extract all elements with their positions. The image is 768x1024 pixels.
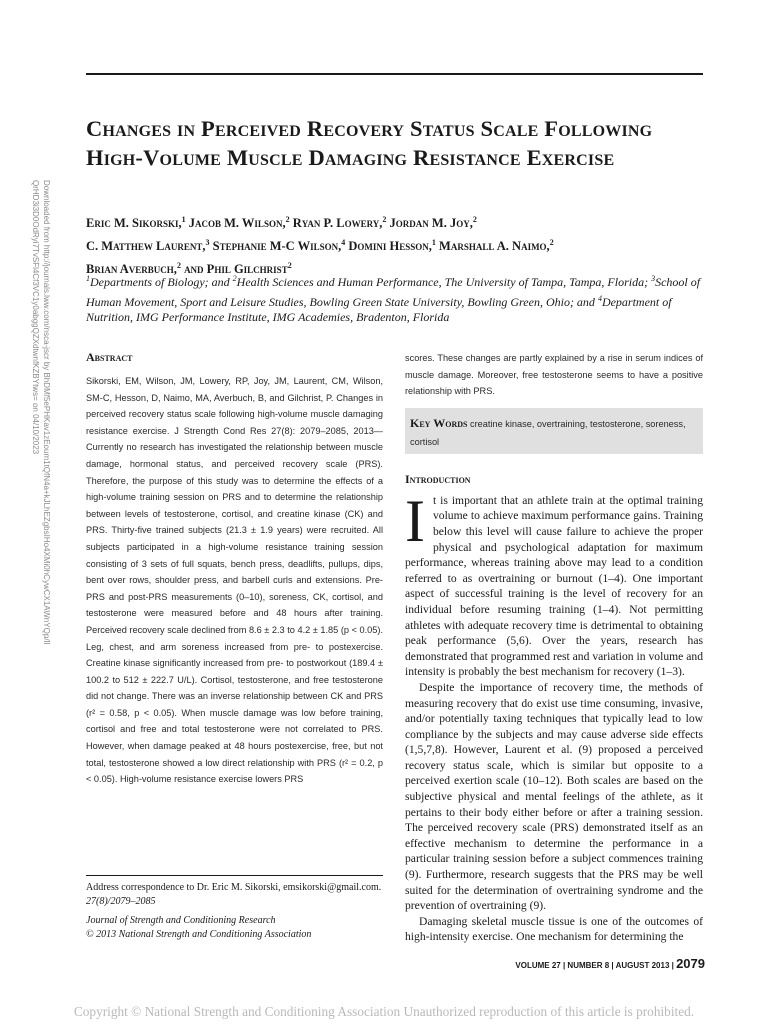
article-title: Changes in Perceived Recovery Status Scale Following High-Volume Muscle Damaging Resistance Exercise [86,116,653,170]
author: and Phil Gilchrist$^2$ [180,261,292,277]
keywords-text: creatine kinase, overtraining, testosterone, soreness, cortisol [410,418,686,447]
author-list [86,210,706,279]
page-footer: VOLUME 27 | NUMBER 8 | AUGUST 2013 | 2079 [515,956,705,971]
issue-number: NUMBER 8 [567,961,610,970]
left-column [86,350,383,788]
author: Domini Hesson,$^1$ [345,238,436,254]
drop-cap: I [405,487,425,554]
right-column [405,350,703,945]
download-notice: Downloaded from http://journals.lww.com/nsca-jscr by BhDMf5ePHKav1zEoum1tQfN4a+kJLhEZgbsIHo4XMi0hCywCX1AWnYQp/IlQrHD3i3D0OdRyi7TvSFl4Cf3VC1y0abggQZXdtwnfKZBYtws= on 04/10/2023 [31,180,51,645]
footnote [86,881,386,941]
keywords-box [405,408,703,454]
keywords-label: Key Words [410,415,468,430]
author: Brian Averbuch,$^2$ [86,261,181,277]
author: Eric M. Sikorski,$^1$ [86,215,186,231]
author: Ryan P. Lowery,$^2$ [289,215,387,231]
author: Jacob M. Wilson,$^2$ [185,215,290,231]
journal-copyright: © 2013 National Strength and Conditioning Association [86,928,312,940]
journal-name: Journal of Strength and Conditioning Research [86,915,276,926]
author: Marshall A. Naimo,$^2$ [435,238,554,254]
author: C. Matthew Laurent,$^3$ [86,238,210,254]
intro-paragraph: Damaging skeletal muscle tissue is one of the outcomes of high-intensity exercise. One mechanism for determining the [405,914,703,944]
top-rule [86,73,703,75]
author: Stephanie M-C Wilson,$^4$ [209,238,346,254]
abstract-heading: Abstract [86,350,133,364]
introduction-heading: Introduction [405,471,471,486]
correspondence: Address correspondence to Dr. Eric M. Sikorski, emsikorski@gmail.com. [86,882,382,893]
intro-paragraph: It is important that an athlete train at the optimal training volume to achieve maximum performance gains. Training below this level will cause failure to achieve the proper physical and psychological adaptation for maximum performance, whereas training above may lead to a condition referred to as overtraining or burnout (1–4). One important aspect of successful training is the level of recovery for an individual before resuming training (1–4). Not permitting athletes with adequate recovery time is detrimental to obtaining peak performance (5,6). Over the years, research has demonstrated that programmed rest and variation in volume and intensity is probably the best mechanism for recovery (1–3). [405,487,703,679]
volume: VOLUME 27 [515,961,561,970]
abstract-text: Sikorski, EM, Wilson, JM, Lowery, RP, Joy, JM, Laurent, CM, Wilson, SM-C, Hesson, D, Naimo, MA, Averbuch, B, and Gilchrist, P. Changes in perceived recovery status scale following high-volume muscle damaging resistance exercise. J Strength Cond Res 27(8): 2079–2085, 2013—Currently no research has investigated the relationship between muscle damage, hormonal status, and perceived recovery scale (PRS). Therefore, the purpose of this study was to determine the effects of a high-volume training session on PRS and to determine the relationship between levels of testosterone, cortisol, and creatine kinase (CK) and PRS. Thirty-five trained subjects (21.3 ± 1.9 years) were recruited. All subjects participated in a high-volume resistance training session consisting of 3 sets of full squats, bench press, deadlifts, pullups, dips, bent over rows, shoulder press, and barbell curls and extensions. Pre-PRS and post-PRS measurements (0–10), soreness, CK, cortisol, and testosterone were measured before and 48 hours after training. Perceived recovery scale declined from 8.6 ± 2.3 to 4.2 ± 1.85 (p < 0.05). Leg, chest, and arm soreness increased from pre- to postexercise. Creatine kinase significantly increased from pre- to postworkout (189.4 ± 100.2 to 512 ± 222.7 U/L). Cortisol, testosterone, and free testosterone did not change. There was an inverse relationship between CK and PRS (r² = 0.58, p < 0.05). When muscle damage was low before training, cortisol and free and total testosterone were not correlated to PRS. However, when damage peaked at 48 hours postexercise, free, but not total, testosterone showed a low direct relationship with PRS (r² = 0.2, p < 0.05). High-volume resistance exercise lowers PRS [86,376,383,785]
affiliations: $^1$Departments of Biology; and $^2$Health Sciences and Human Performance, The University of Tampa, Tampa, Florida; $^3$School of Human Movement, Sport and Leisure Studies, Bowling Green State University, Bowling Green, Ohio; and $^4$Department of Nutrition, IMG Performance Institute, IMG Academies, Bradenton, Florida [86,274,701,324]
author: Jordan M. Joy,$^2$ [386,215,477,231]
page-number: 2079 [676,956,705,971]
abstract-continued: scores. These changes are partly explained by a rise in serum indices of muscle damage. Moreover, free testosterone seems to have a positive relationship with PRS. [405,353,703,397]
footnote-rule [86,875,383,876]
intro-paragraph: Despite the importance of recovery time, the methods of measuring recovery that do exist use time consuming, invasive, and/or potentially taxing techniques that typically lead to low compliance by the subjects and may cause adverse side effects (1,5,7,8). However, Laurent et al. (9) proposed a perceived recovery status scale, which is similar but opposite to a perceived exertion scale (10–12). Both scales are based on the subjective physical and mental feelings of the athlete, as it pertains to their body either before or after a training session. The perceived recovery scale (PRS) demonstrated itself as an effective mechanism to determine the performance in a particular training session before a subject commences training (9). Furthermore, research suggests that the PRS may be well suited for the determination of overtraining syndrome and the prevention of overtraining (9). [405,680,703,913]
copyright-watermark: Copyright © National Strength and Conditioning Association Unauthorized reproduction of this article is prohibited. [73,1004,695,1019]
issue-date: AUGUST 2013 [615,961,670,970]
citation: 27(8)/2079–2085 [86,895,156,907]
